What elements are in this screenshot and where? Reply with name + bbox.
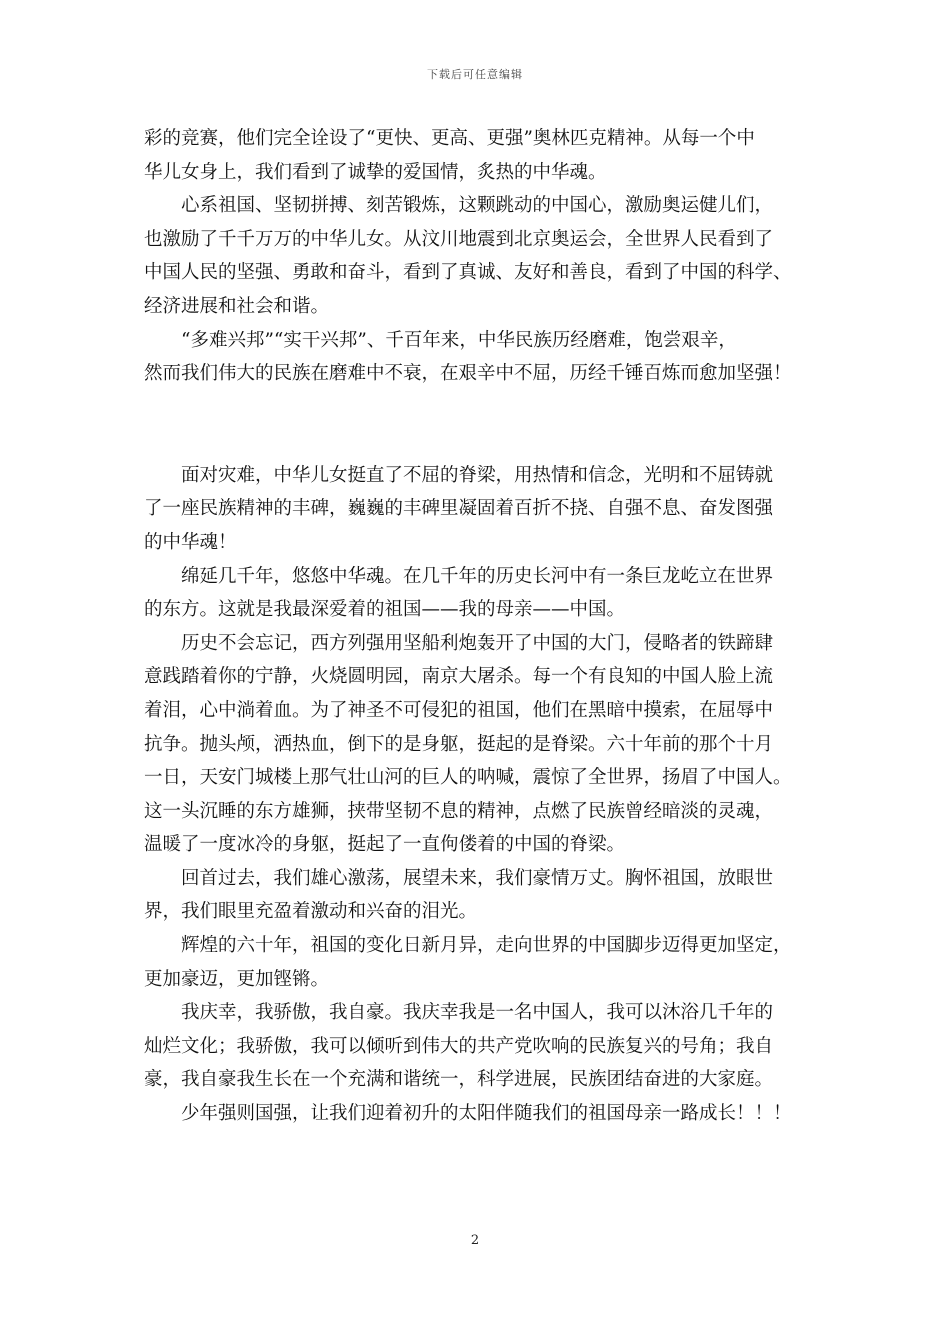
text-line: 绵延几千年，悠悠中华魂。在几千年的历史长河中有一条巨龙屹立在世界	[181, 565, 774, 587]
text-line: 一日，天安门城楼上那气壮山河的巨人的呐喊，震惊了全世界，扬眉了中国人。	[144, 767, 792, 789]
page-header: 下载后可任意编辑	[427, 68, 523, 81]
text-line: 这一头沉睡的东方雄狮，挟带坚韧不息的精神，点燃了民族曾经暗淡的灵魂，	[144, 800, 774, 822]
paragraph	[144, 324, 824, 391]
text-line: 经济进展和社会和谐。	[144, 295, 330, 317]
paragraph	[144, 122, 824, 189]
text-line: 着泪，心中淌着血。为了神圣不可侵犯的祖国，他们在黑暗中摸索，在屈辱中	[144, 699, 774, 721]
text-line: 我庆幸，我骄傲，我自豪。我庆幸我是一名中国人，我可以沐浴几千年的	[181, 1002, 774, 1024]
paragraph	[144, 459, 824, 560]
text-line: 豪，我自豪我生长在一个充满和谐统一，科学进展，民族团结奋进的大家庭。	[144, 1069, 774, 1091]
text-line: 抗争。抛头颅，洒热血，倒下的是身躯，挺起的是脊梁。六十年前的那个十月	[144, 733, 774, 755]
text-line: 回首过去，我们雄心激荡，展望未来，我们豪情万丈。胸怀祖国，放眼世	[181, 867, 774, 889]
text-line: 面对灾难，中华儿女挺直了不屈的脊梁，用热情和信念，光明和不屈铸就	[181, 464, 774, 486]
text-line: 的中华魂！	[144, 531, 237, 553]
text-line: “多难兴邦”“实干兴邦”、千百年来，中华民族历经磨难，饱尝艰辛，	[181, 329, 737, 351]
text-line: 也激励了千千万万的中华儿女。从汶川地震到北京奥运会，全世界人民看到了	[144, 228, 774, 250]
paragraph	[144, 996, 824, 1097]
text-line: 意践踏着你的宁静，火烧圆明园，南京大屠杀。每一个有良知的中国人脸上流	[144, 666, 774, 688]
text-line: 界，我们眼里充盈着激动和兴奋的泪光。	[144, 901, 478, 923]
text-line: 中国人民的坚强、勇敢和奋斗，看到了真诚、友好和善良，看到了中国的科学、	[144, 262, 792, 284]
paragraph	[144, 1097, 824, 1131]
text-line: 的东方。这就是我最深爱着的祖国——我的母亲——中国。	[144, 599, 626, 621]
text-line: 历史不会忘记，西方列强用坚船利炮轰开了中国的大门，侵略者的铁蹄肆	[181, 632, 774, 654]
text-line: 然而我们伟大的民族在磨难中不衰，在艰辛中不屈，历经千锤百炼而愈加坚强！	[144, 363, 792, 385]
paragraph-gap	[144, 391, 824, 459]
paragraph	[144, 929, 824, 996]
paragraph	[144, 189, 824, 323]
text-line: 彩的竞赛，他们完全诠设了“更快、更高、更强”奥林匹克精神。从每一个中	[144, 128, 755, 149]
document-body	[144, 122, 824, 1131]
text-line: 温暖了一度冰冷的身躯，挺起了一直佝偻着的中国的脊梁。	[144, 834, 626, 856]
paragraph	[144, 862, 824, 929]
text-line: 灿烂文化；我骄傲，我可以倾听到伟大的共产党吹响的民族复兴的号角；我自	[144, 1035, 774, 1057]
text-line: 更加豪迈，更加铿锵。	[144, 968, 330, 990]
paragraph	[144, 560, 824, 627]
page-number: 2	[470, 1233, 480, 1248]
text-line: 少年强则国强，让我们迎着初升的太阳伴随我们的祖国母亲一路成长！！！	[181, 1103, 792, 1125]
text-line: 了一座民族精神的丰碑，巍巍的丰碑里凝固着百折不挠、自强不息、奋发图强	[144, 498, 774, 520]
paragraph	[144, 627, 824, 862]
text-line: 华儿女身上，我们看到了诚挚的爱国情，炙热的中华魂。	[144, 161, 607, 183]
text-line: 心系祖国、坚韧拼搏、刻苦锻炼，这颗跳动的中国心，激励奥运健儿们，	[181, 195, 774, 217]
text-line: 辉煌的六十年，祖国的变化日新月异，走向世界的中国脚步迈得更加坚定，	[181, 935, 792, 957]
